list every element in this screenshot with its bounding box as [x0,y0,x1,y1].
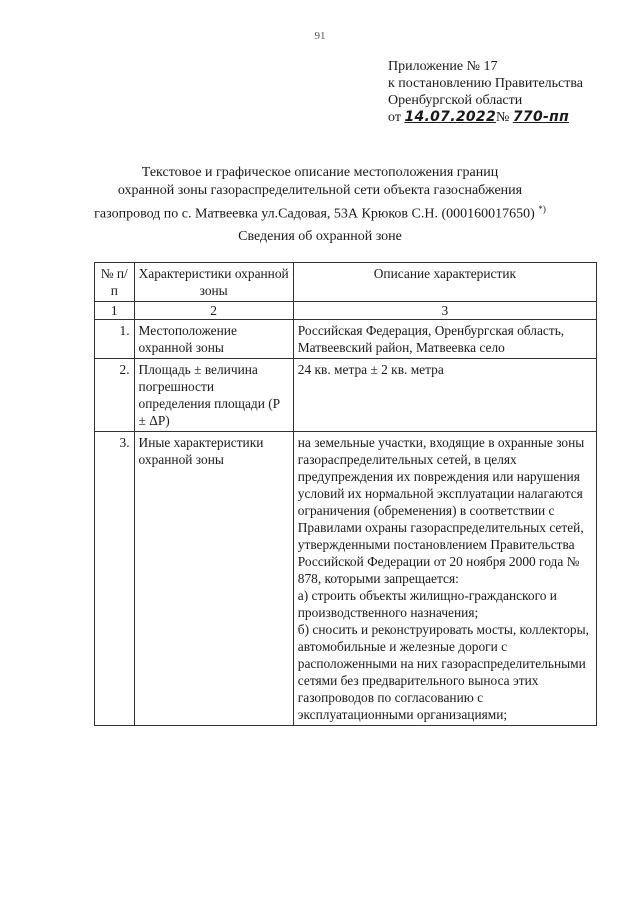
row-number: 1. [95,320,135,359]
appendix-block [388,58,628,126]
row-characteristic: Площадь ± величина погрешности определения площади (P ± ΔP) [134,359,293,432]
table-header-row [95,263,597,302]
appendix-line-3: Оренбургской области [388,93,523,108]
appendix-line-1: Приложение № 17 [388,59,498,74]
column-number-2: 2 [134,302,293,320]
header-number: № п/п [95,263,135,302]
row-characteristic: Иные характеристики охранной зоны [134,432,293,726]
title-line-3 [40,200,600,224]
description-paragraph: 24 кв. метра ± 2 кв. метра [297,362,444,377]
row-description [293,359,596,432]
description-item-b: б) сносить и реконструировать мосты, коллекторы, автомобильные и железные дороги с расположенными на них газораспределительными сетями без предварительного выноса этих газопроводов по согласованию с эксплуатационными организациями; [297,622,589,722]
row-number: 3. [95,432,135,726]
row-description [293,432,596,726]
description-item-a: а) строить объекты жилищно-гражданского и производственного назначения; [297,588,557,620]
handwritten-number: 770-пп [512,109,570,125]
protection-zone-table [94,262,597,726]
column-number-row [95,302,597,320]
column-number-1: 1 [95,302,135,320]
appendix-line-2: к постановлению Правительства [388,76,584,91]
handwritten-date: 14.07.2022 [404,109,497,125]
section-subtitle: Сведения об охранной зоне [238,229,402,244]
row-number: 2. [95,359,135,432]
footnote-mark: *) [538,204,546,214]
description-paragraph: Российская Федерация, Оренбургская область, Матвеевский район, Матвеевка село [297,323,565,355]
table-row [95,320,597,359]
header-description: Описание характеристик [293,263,596,302]
column-number-3: 3 [293,302,596,320]
table-row [95,359,597,432]
number-sign: № [496,110,510,125]
document-title [40,164,600,224]
table-row [95,432,597,726]
title-line-1: Текстовое и графическое описание местоположения границ [141,165,499,180]
row-description [293,320,596,359]
title-line-3-text: газопровод по с. Матвеевка ул.Садовая, 53А Крюков С.Н. (000160017650) [94,206,535,222]
page-number: 91 [314,30,326,42]
appendix-prefix: от [388,110,401,125]
row-characteristic: Местоположение охранной зоны [134,320,293,359]
appendix-date-line [388,109,628,126]
header-characteristic: Характеристики охранной зоны [134,263,293,302]
title-line-2: охранной зоны газораспределительной сети объекта газоснабжения [117,183,523,198]
description-paragraph: на земельные участки, входящие в охранные зоны газораспределительных сетей, в целях предупреждения их повреждения или нарушения условий их нормальной эксплуатации налагаются ограничения (обременения) в соответствии с Правилами охраны газораспределительных сетей, утвержденными постановлением Правительства Российской Федерации от 20 ноября 2000 года № 878, которыми запрещается: [297,435,585,586]
